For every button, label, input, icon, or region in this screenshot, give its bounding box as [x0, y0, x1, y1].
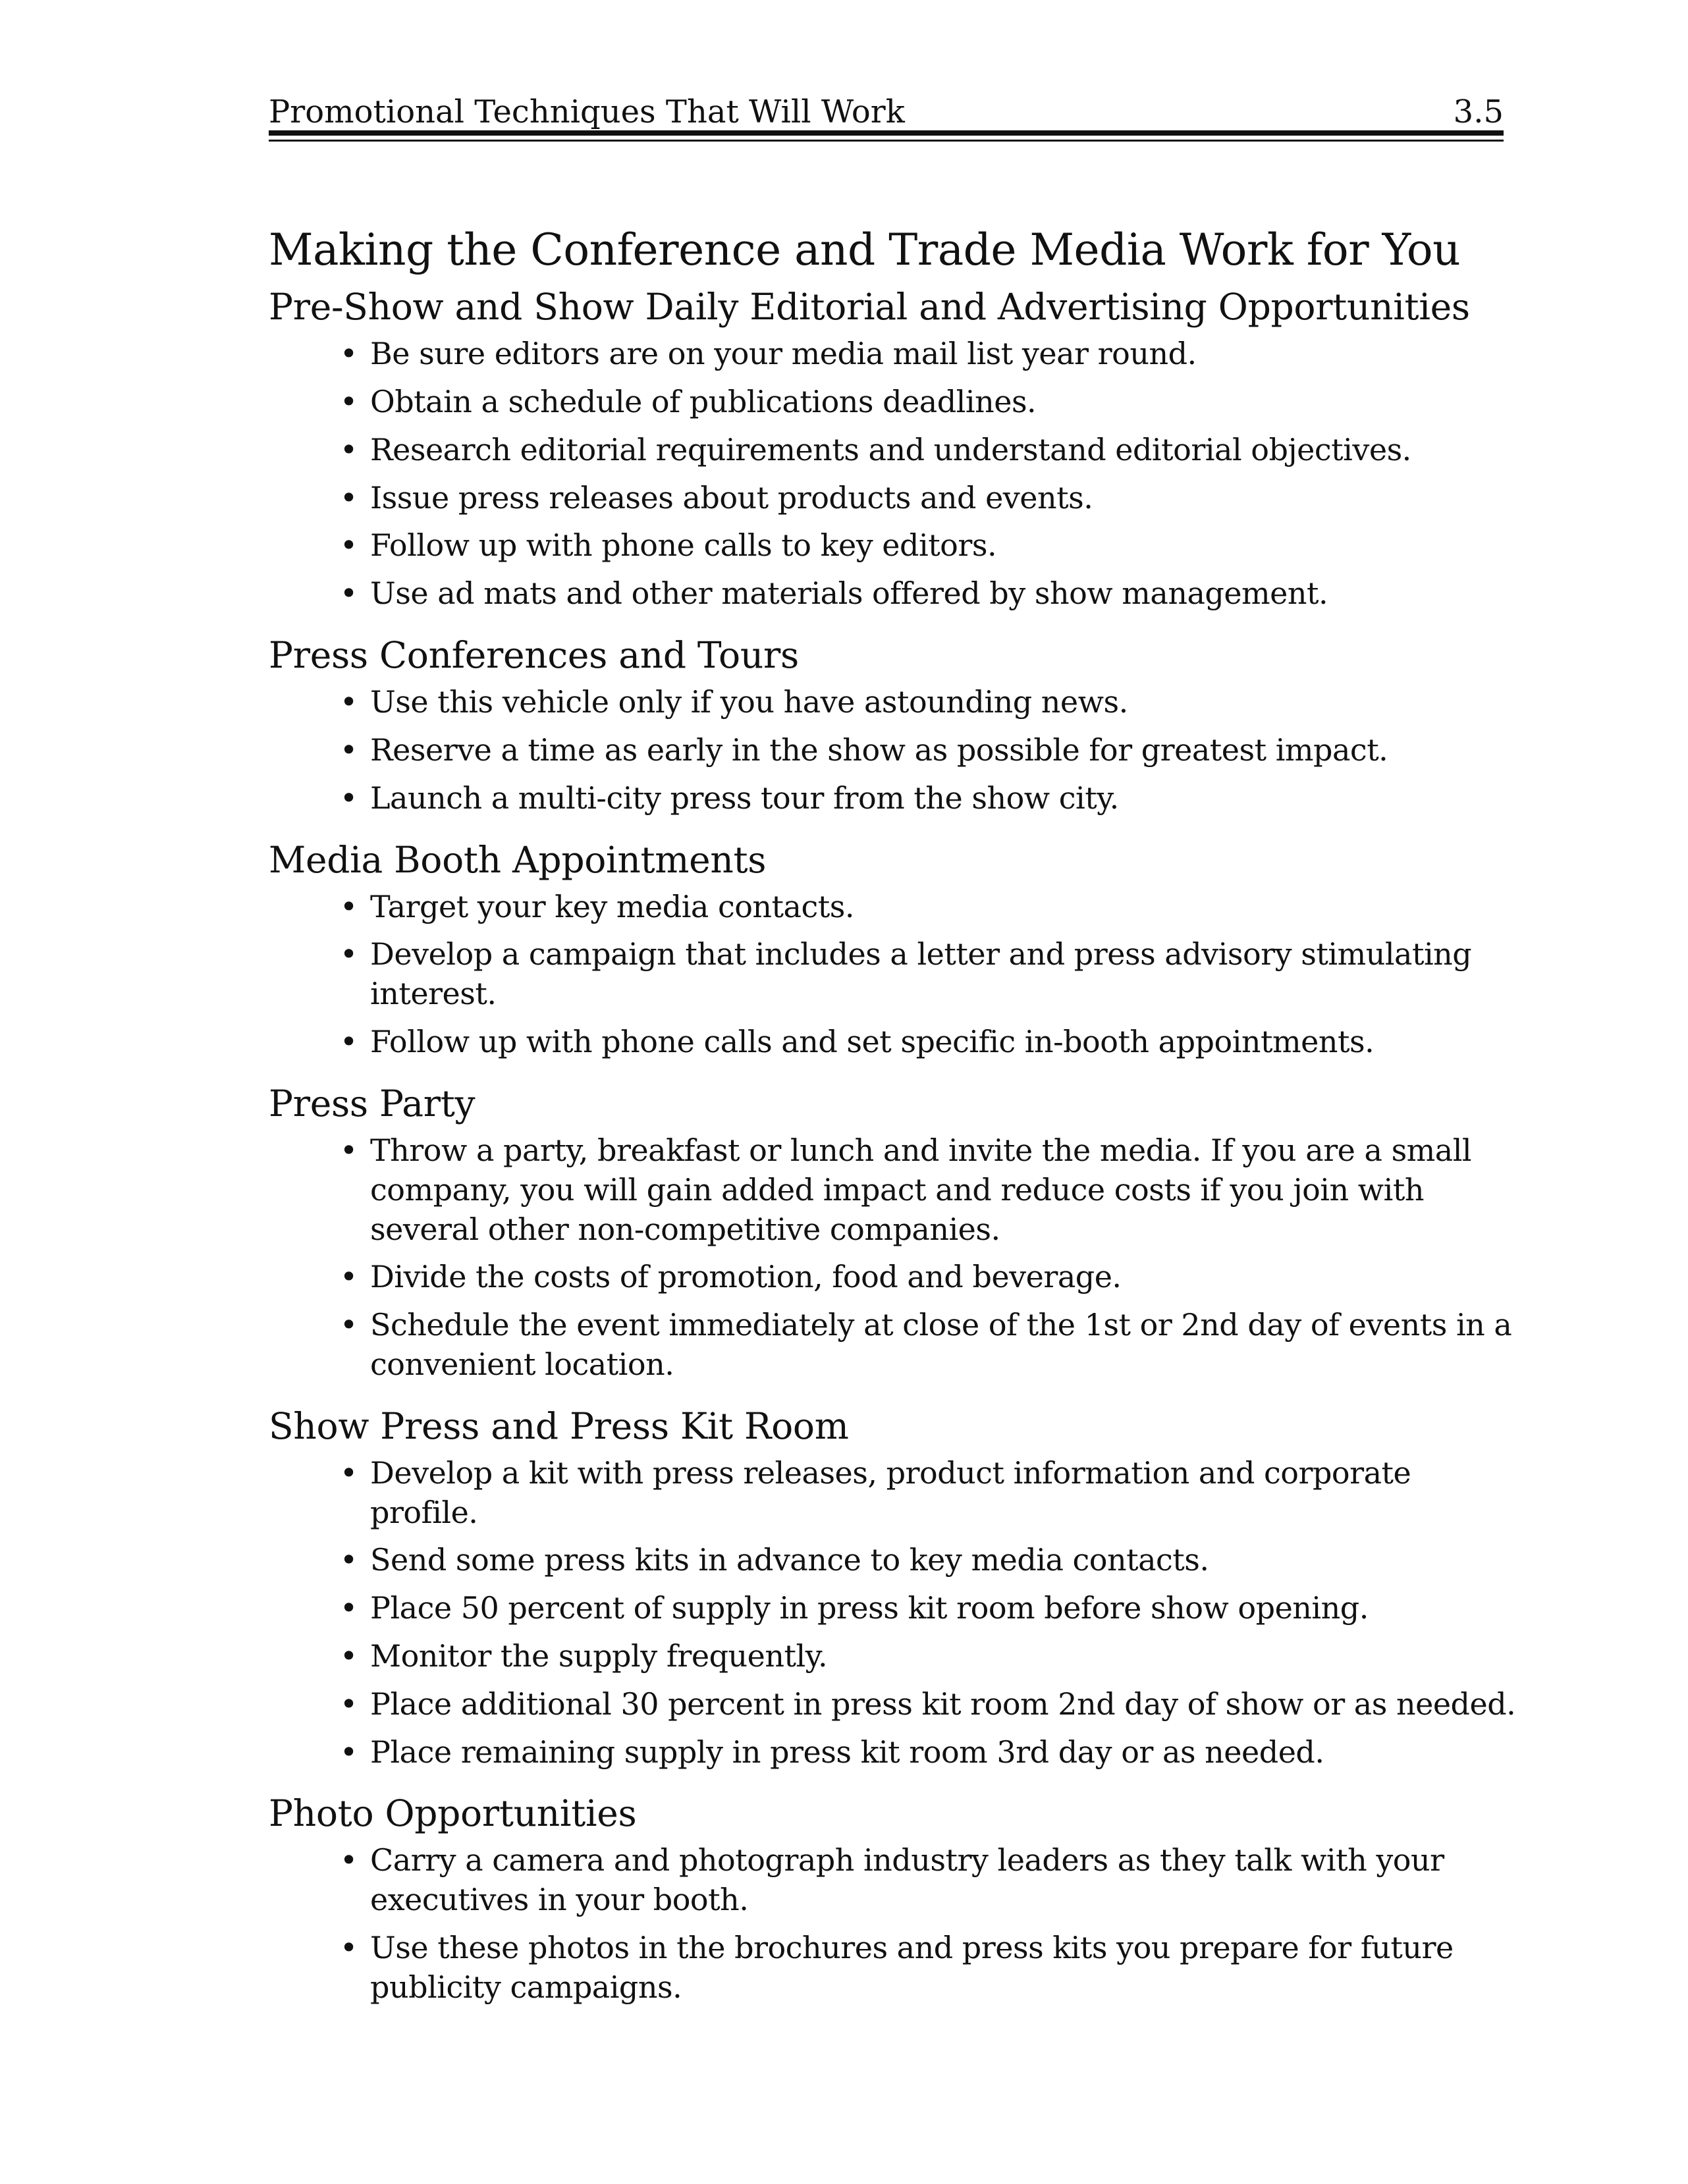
list-item: • Develop a campaign that includes a letter and press advisory stimulating interest. [340, 935, 1520, 1014]
list-item: • Throw a party, breakfast or lunch and invite the media. If you are a small company, you will gain added impact and reduce costs if you join with several other non-competitive companies. [340, 1131, 1520, 1249]
section-heading: Pre-Show and Show Daily Editorial and Advertising Opportunities [269, 286, 1470, 329]
list-item: • Use these photos in the brochures and press kits you prepare for future publicity campaigns. [340, 1929, 1520, 2008]
page-number: 3.5 [1453, 93, 1504, 130]
list-item: • Carry a camera and photograph industry leaders as they talk with your executives in your booth. [340, 1841, 1520, 1920]
section-heading: Photo Opportunities [269, 1792, 637, 1835]
bullet-list [269, 1454, 1520, 1772]
list-item: • Develop a kit with press releases, product information and corporate profile. [340, 1454, 1520, 1533]
page-content [269, 224, 1520, 2027]
bullet-list [269, 1131, 1520, 1385]
list-item: • Send some press kits in advance to key media contacts. [340, 1541, 1520, 1580]
section-heading: Media Booth Appointments [269, 838, 767, 881]
bullet-list [269, 334, 1520, 614]
list-item: • Place 50 percent of supply in press kit room before show opening. [340, 1589, 1520, 1628]
list-item: • Place additional 30 percent in press kit room 2nd day of show or as needed. [340, 1685, 1520, 1724]
list-item: • Obtain a schedule of publications deadlines. [340, 383, 1520, 422]
section-heading: Press Party [269, 1082, 476, 1125]
list-item: • Place remaining supply in press kit room 3rd day or as needed. [340, 1733, 1520, 1772]
list-item: • Schedule the event immediately at close of the 1st or 2nd day of events in a convenient location. [340, 1306, 1520, 1385]
list-item: • Be sure editors are on your media mail list year round. [340, 334, 1520, 374]
list-item: • Target your key media contacts. [340, 888, 1520, 927]
header-rule-thick [269, 130, 1504, 136]
bullet-list [269, 1841, 1520, 2007]
section-heading: Show Press and Press Kit Room [269, 1404, 849, 1447]
list-item: • Research editorial requirements and understand editorial objectives. [340, 431, 1520, 470]
list-item: • Follow up with phone calls to key editors. [340, 526, 1520, 566]
list-item: • Issue press releases about products and events. [340, 479, 1520, 518]
section-heading: Press Conferences and Tours [269, 634, 799, 677]
running-header [269, 84, 1504, 130]
list-item: • Launch a multi-city press tour from the show city. [340, 779, 1520, 818]
bullet-list [269, 683, 1520, 818]
list-item: • Divide the costs of promotion, food and beverage. [340, 1258, 1520, 1297]
bullet-list [269, 888, 1520, 1062]
list-item: • Reserve a time as early in the show as possible for greatest impact. [340, 731, 1520, 770]
list-item: • Use ad mats and other materials offered by show management. [340, 574, 1520, 614]
list-item: • Use this vehicle only if you have astounding news. [340, 683, 1520, 722]
list-item: • Follow up with phone calls and set specific in-booth appointments. [340, 1023, 1520, 1062]
page-title: Making the Conference and Trade Media Work for You [269, 225, 1461, 275]
running-title: Promotional Techniques That Will Work [269, 93, 905, 130]
header-rule-thin [269, 140, 1504, 142]
list-item: • Monitor the supply frequently. [340, 1637, 1520, 1676]
